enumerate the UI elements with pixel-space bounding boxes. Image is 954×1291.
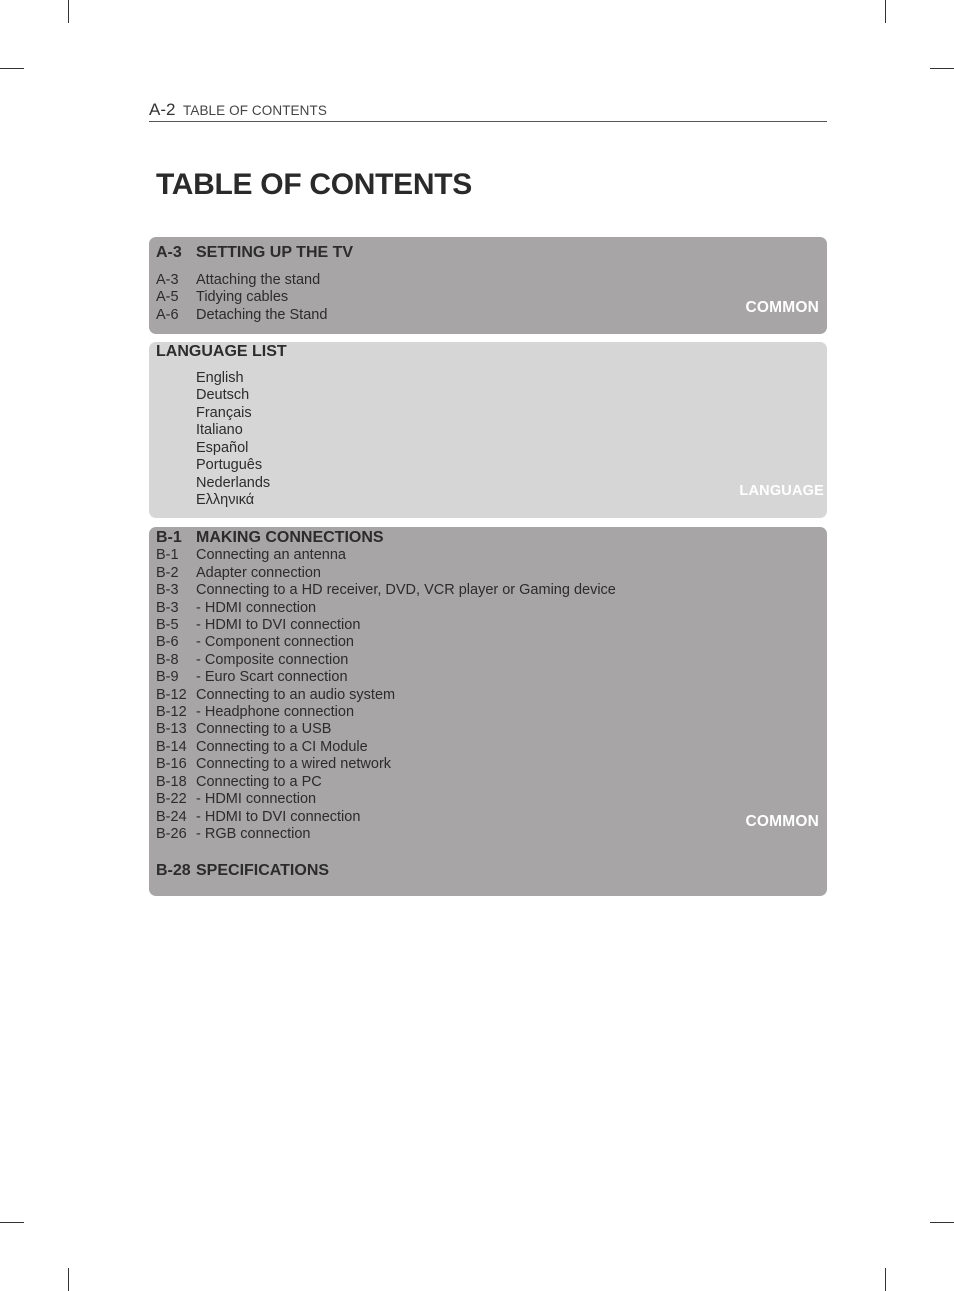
entry-title: Connecting to a CI Module (196, 739, 368, 755)
page-number: A-2 (149, 100, 176, 119)
section-tag: LANGUAGE (739, 483, 824, 499)
language-item[interactable]: Ελληνικά (196, 492, 255, 508)
entry-page: B-1 (156, 547, 179, 563)
section-page-number: B-1 (156, 529, 182, 546)
section-page-number: A-3 (156, 244, 182, 261)
entry-title: Connecting to a wired network (196, 756, 392, 772)
entry-page: B-16 (156, 756, 187, 772)
entry-page: B-3 (156, 600, 179, 616)
entry-page: B-24 (156, 809, 187, 825)
entry-page: B-5 (156, 617, 179, 633)
entry-title: - HDMI connection (196, 791, 317, 807)
crop-mark (68, 0, 69, 23)
language-item[interactable]: Português (196, 457, 263, 473)
language-list-panel (149, 342, 827, 518)
crop-mark (885, 1268, 886, 1291)
entry-page: B-3 (156, 582, 179, 598)
entry-title: Tidying cables (196, 289, 289, 305)
language-item[interactable]: Deutsch (196, 387, 250, 403)
entry-page: B-2 (156, 565, 179, 581)
language-item[interactable]: Nederlands (196, 475, 271, 491)
language-item[interactable]: Français (196, 405, 252, 421)
entry-title: Connecting to a USB (196, 721, 332, 737)
entry-page: B-22 (156, 791, 187, 807)
crop-mark (930, 1222, 954, 1223)
entry-page: B-12 (156, 687, 187, 703)
entry-page: B-12 (156, 704, 187, 720)
entry-title: - HDMI to DVI connection (196, 809, 361, 825)
running-head (149, 100, 827, 122)
crop-mark (68, 1268, 69, 1291)
entry-title: Connecting an antenna (196, 547, 346, 563)
section-title: SPECIFICATIONS (196, 862, 330, 879)
entry-page: B-6 (156, 634, 179, 650)
entry-title: - HDMI to DVI connection (196, 617, 361, 633)
language-list-heading[interactable]: LANGUAGE LIST (156, 343, 287, 360)
entry-title: - Euro Scart connection (196, 669, 348, 685)
section-page-number: B-28 (156, 862, 191, 879)
entry-page: A-5 (156, 289, 179, 305)
entry-page: B-8 (156, 652, 179, 668)
entry-title: - RGB connection (196, 826, 311, 842)
entry-title: Detaching the Stand (196, 307, 328, 323)
running-head-title: TABLE OF CONTENTS (183, 103, 327, 118)
entry-page: A-3 (156, 272, 179, 288)
section-setup-panel (149, 237, 827, 334)
entry-page: A-6 (156, 307, 179, 323)
section-title: MAKING CONNECTIONS (196, 529, 384, 546)
crop-mark (930, 68, 954, 69)
entry-title: Connecting to a HD receiver, DVD, VCR player or Gaming device (196, 582, 616, 598)
entry-title: Adapter connection (196, 565, 321, 581)
entry-title: Attaching the stand (196, 272, 321, 288)
entry-page: B-14 (156, 739, 187, 755)
crop-mark (0, 68, 24, 69)
section-title: SETTING UP THE TV (196, 244, 354, 261)
language-item[interactable]: English (196, 370, 244, 386)
entry-page: B-9 (156, 669, 179, 685)
section-connections-panel (149, 527, 827, 896)
language-item[interactable]: Italiano (196, 422, 243, 438)
entry-page: B-18 (156, 774, 187, 790)
entry-title: - Component connection (196, 634, 354, 650)
entry-title: Connecting to an audio system (196, 687, 396, 703)
entry-page: B-26 (156, 826, 187, 842)
entry-page: B-13 (156, 721, 187, 737)
page-title: TABLE OF CONTENTS (156, 168, 472, 201)
entry-title: Connecting to a PC (196, 774, 322, 790)
entry-title: - Composite connection (196, 652, 349, 668)
crop-mark (885, 0, 886, 23)
entry-title: - HDMI connection (196, 600, 317, 616)
crop-mark (0, 1222, 24, 1223)
section-tag: COMMON (745, 813, 819, 830)
section-tag: COMMON (745, 299, 819, 316)
entry-title: - Headphone connection (196, 704, 355, 720)
language-item[interactable]: Español (196, 440, 249, 456)
